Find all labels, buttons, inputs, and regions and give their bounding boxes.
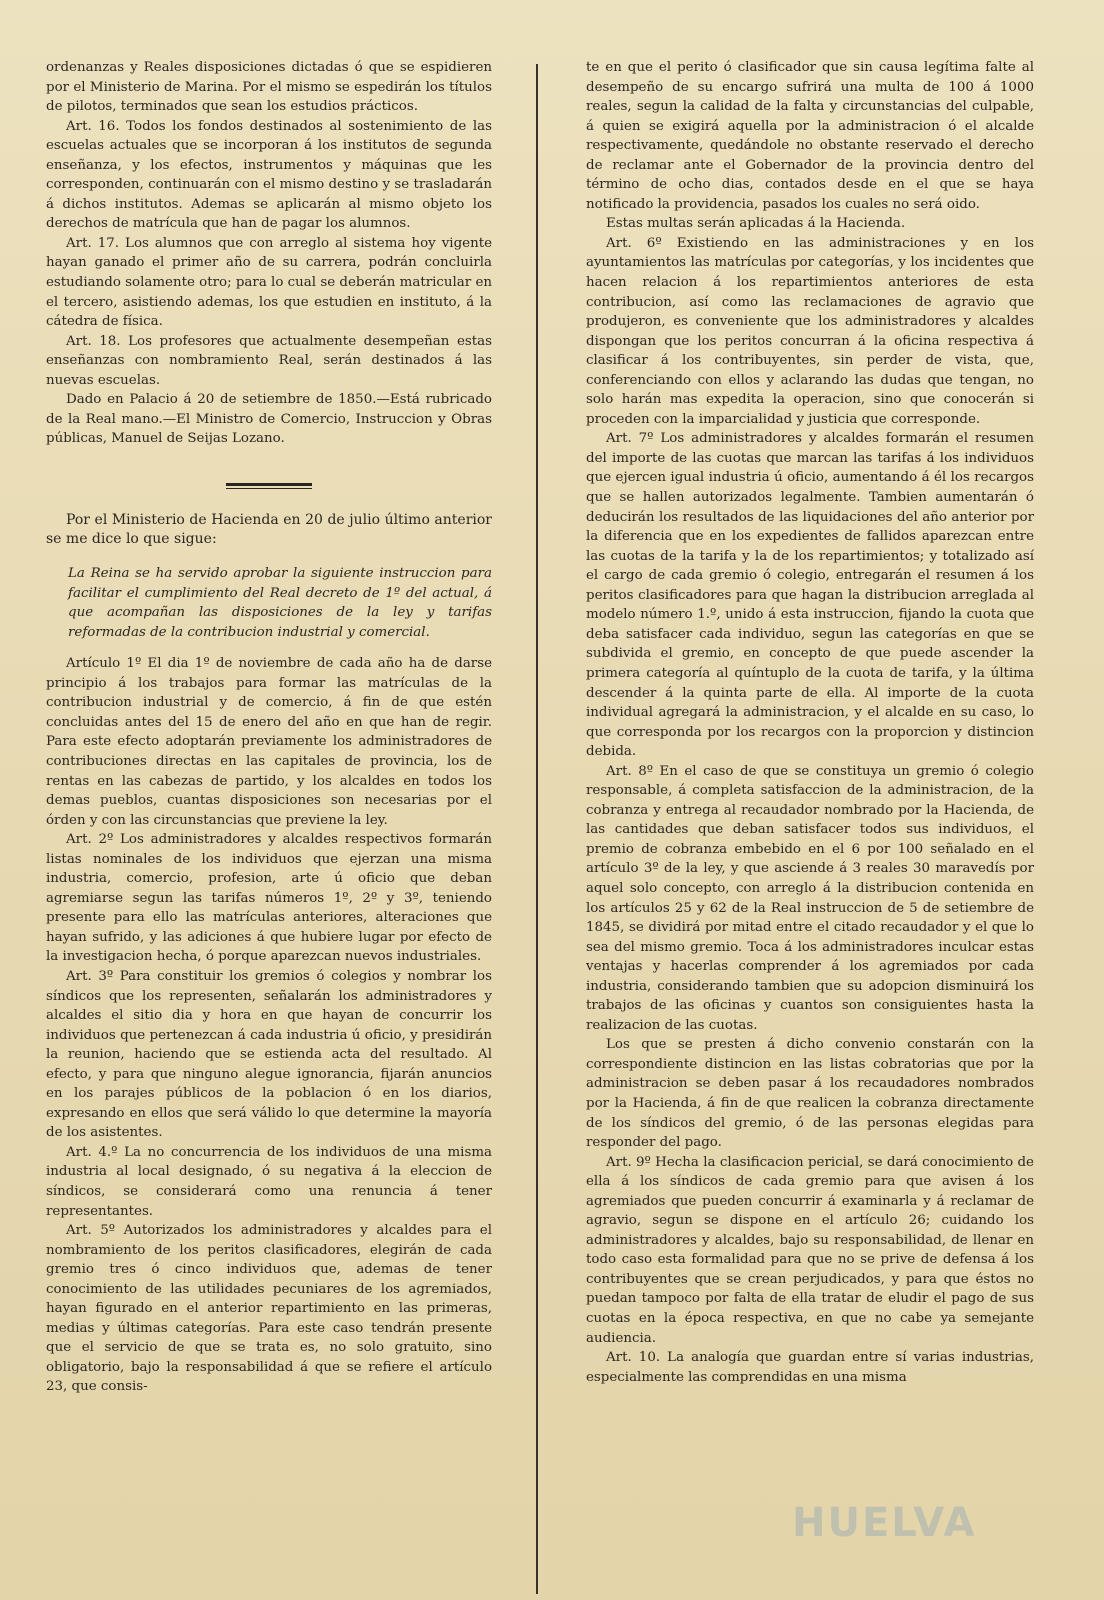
column-divider — [536, 64, 538, 1594]
article-2: Art. 2º Los administradores y alcaldes respectivos formarán listas nominales de los individuos que ejerzan una misma industria, comercio, profesion, arte ú oficio que deban agremiarse segun las tarifas números 1º, 2º y 3º, teniendo presente para ello las matrículas anteriores, alteraciones que hayan sufrido, y las adiciones á que hubiere lugar por efecto de la investigacion hecha, ó porque aparezcan nuevos industriales. — [46, 832, 492, 965]
section-separator — [46, 475, 492, 497]
article-8-followup: Los que se presten á dicho convenio constarán con la correspondiente distincion en las listas cobratorias que por la administracion se deben pasar á los recaudadores nombrados por la Hacienda, á fin de que realicen la cobranza directamente de los síndicos del gremio, ó de las personas elegidas para responder del pago. — [586, 1037, 1034, 1151]
article-5-continuation: te en que el perito ó clasificador que sin causa legítima falte al desempeño de su encargo sufrirá una multa de 100 á 1000 reales, segun la calidad de la falta y circunstancias del culpable, á quien se exigirá aquella por la administracion ó el alcalde respectivamente, quedándole no obstante reservado el derecho de reclamar ante el Gobernador de la provincia dentro del término de ocho dias, contados desde en el que se haya notificado la providencia, pasados los cuales no será oido. — [586, 60, 1034, 212]
italic-decree-text: La Reina se ha servido aprobar la siguiente instruccion para facilitar el cumplimiento del Real decreto de 1º del actual, á que acompañan las disposiciones de la ley y tarifas reformadas de la contribucion industrial y comercial. — [68, 566, 492, 640]
article-3: Art. 3º Para constituir los gremios ó colegios y nombrar los síndicos que los representen, señalarán los administradores y alcaldes el sitio dia y hora en que hayan de concurrir los individuos que pertenezcan á cada industria ú oficio, y presidirán la reunion, haciendo que se estienda acta del resultado. Al efecto, y para que ninguno alegue ignorancia, fijarán anuncios en los parajes públicos de la poblacion ó en los diarios, expresando en ellos que será válido lo que determine la mayoría de los asistentes. — [46, 968, 492, 1141]
article-1: Artículo 1º El dia 1º de noviembre de cada año ha de darse principio á los trabajos para formar las matrículas de la contribucion industrial y de comercio, á fin de que estén concluidas antes del 15 de enero del año en que han de regir. Para este efecto adoptarán previamente los administradores de contribuciones directas en las capitales de provincia, los de rentas en las cabezas de partido, y los alcaldes en todos los demas pueblos, cuantas disposiciones son necesarias por el órden y con las circunstancias que previene la ley. — [46, 656, 492, 828]
library-watermark: HUELVA — [792, 1500, 977, 1546]
intro-text: Por el Ministerio de Hacienda en 20 de julio último anterior se me dice lo que sigue: — [46, 511, 492, 548]
article-6: Art. 6º Existiendo en las administraciones y en los ayuntamientos las matrículas por categorías, y los incidentes que hacen relacion á los repartimientos anteriores de esta contribucion, así como las reclamaciones de agravio que produjeron, es conveniente que los administradores y alcaldes dispongan que los peritos concurran á la oficina respectiva á clasificar á los contribuyentes, sin perder de vista, que, conferenciando con ellos y aclarando las dudas que tengan, no solo harán mas expedita la operacion, sino que conocerán si proceden con la imparcialidad y justicia que corresponde. — [586, 235, 1034, 427]
fines-note: Estas multas serán aplicadas á la Hacienda. — [606, 216, 906, 232]
right-column — [586, 58, 1034, 1387]
article-10: Art. 10. La analogía que guardan entre sí varias industrias, especialmente las comprendidas en una misma — [586, 1350, 1034, 1385]
paragraph-continuation: ordenanzas y Reales disposiciones dictadas ó que se espidieren por el Ministerio de Marina. Por el mismo se espedirán los títulos de pilotos, terminados que sean los estudios prácticos. — [46, 60, 492, 115]
article-8: Art. 8º En el caso de que se constituya un gremio ó colegio responsable, á completa satisfaccion de la administracion, de la cobranza y entrega al recaudador nombrado por la Hacienda, de las cantidades que deban satisfacer todos sus individuos, el premio de cobranza embebido en el 6 por 100 señalado en el artículo 3º de la ley, y que asciende á 3 reales 30 maravedís por aquel solo concepto, con arreglo á la distribucion contenida en los artículos 25 y 62 de la Real instruccion de 5 de setiembre de 1845, se dividirá por mitad entre el citado recaudador y el que lo sea del mismo gremio. Toca á los administradores inculcar estas ventajas y hacerlas comprender á los agremiados por cada industria, considerando tambien que su adopcion disminuirá los trabajos de las oficinas y cuantos son consiguientes hasta la realizacion de las cuotas. — [586, 763, 1034, 1033]
article-18: Art. 18. Los profesores que actualmente desempeñan estas enseñanzas con nombramiento Real, serán destinados á las nuevas escuelas. — [46, 333, 492, 388]
article-17: Art. 17. Los alumnos que con arreglo al sistema hoy vigente hayan ganado el primer año de su carrera, podrán concluirla estudiando solamente otro; para lo cual se deberán matricular en el tercero, asistiendo ademas, los que estudien en instituto, á la cátedra de física. — [46, 235, 492, 330]
italic-decree — [46, 564, 492, 642]
left-column — [46, 58, 492, 1397]
article-16: Art. 16. Todos los fondos destinados al sostenimiento de las escuelas actuales que se incorporan á los institutos de segunda enseñanza, y los efectos, instrumentos y máquinas que les corresponden, continuarán con el mismo destino y se trasladarán á dichos institutos. Ademas se aplicarán al mismo objeto los derechos de matrícula que han de pagar los alumnos. — [46, 118, 492, 232]
article-5: Art. 5º Autorizados los administradores y alcaldes para el nombramiento de los peritos clasificadores, elegirán de cada gremio tres ó cinco individuos que, ademas de tener conocimiento de las utilidades pecuniares de los agremiados, hayan figurado en el anterior repartimiento en las primeras, medias y últimas categorías. Para este caso tendrán presente que el servicio de que se trata es, no solo gratuito, sino obligatorio, bajo la responsabilidad á que se refiere el artículo 23, que consis- — [46, 1223, 492, 1395]
article-4: Art. 4.º La no concurrencia de los individuos de una misma industria al local designado, ó su negativa á la eleccion de síndicos, se considerará como una renuncia á tener representantes. — [46, 1144, 492, 1219]
article-9: Art. 9º Hecha la clasificacion pericial, se dará conocimiento de ella á los síndicos de cada gremio para que avisen á los agremiados que pueden concurrir á examinarla y á reclamar de agravio, segun se dispone en el artículo 26; cuidando los administradores y alcaldes, bajo su responsabilidad, de llenar en todo caso esta formalidad para que no se prive de defensa á los contribuyentes que se crean perjudicados, y para que éstos no puedan tampoco por falta de ella tratar de eludir el pago de sus cuotas en la época respectiva, en que no cabe ya semejante audiencia. — [586, 1154, 1034, 1346]
signature-line: Dado en Palacio á 20 de setiembre de 1850.—Está rubricado de la Real mano.—El Ministro de Comercio, Instruccion y Obras públicas, Manuel de Seijas Lozano. — [46, 392, 492, 447]
article-7: Art. 7º Los administradores y alcaldes formarán el resumen del importe de las cuotas que marcan las tarifas á los individuos que ejercen igual industria ú oficio, aumentando á él los recargos que se hallen autorizados legalmente. Tambien aumentarán ó deducirán los resultados de las liquidaciones del año anterior por la diferencia que en los expedientes de fallidos aparezcan entre las cuotas de la tarifa y la de los repartimientos; y totalizado así el cargo de cada gremio ó colegio, entregarán el resumen á los peritos clasificadores para que hagan la distribucion arreglada al modelo número 1.º, unido á esta instruccion, fijando la cuota que deba satisfacer cada individuo, segun las categorías en que se subdivida el gremio, en concepto de que puede ascender la primera categoría al quíntuplo de la cuota de tarifa, y la última descender á la quinta parte de ella. Al importe de la cuota individual agregará la administracion, y el alcalde en su caso, lo que corresponda por los recargos con la proporcion y distincion debida. — [586, 431, 1034, 760]
